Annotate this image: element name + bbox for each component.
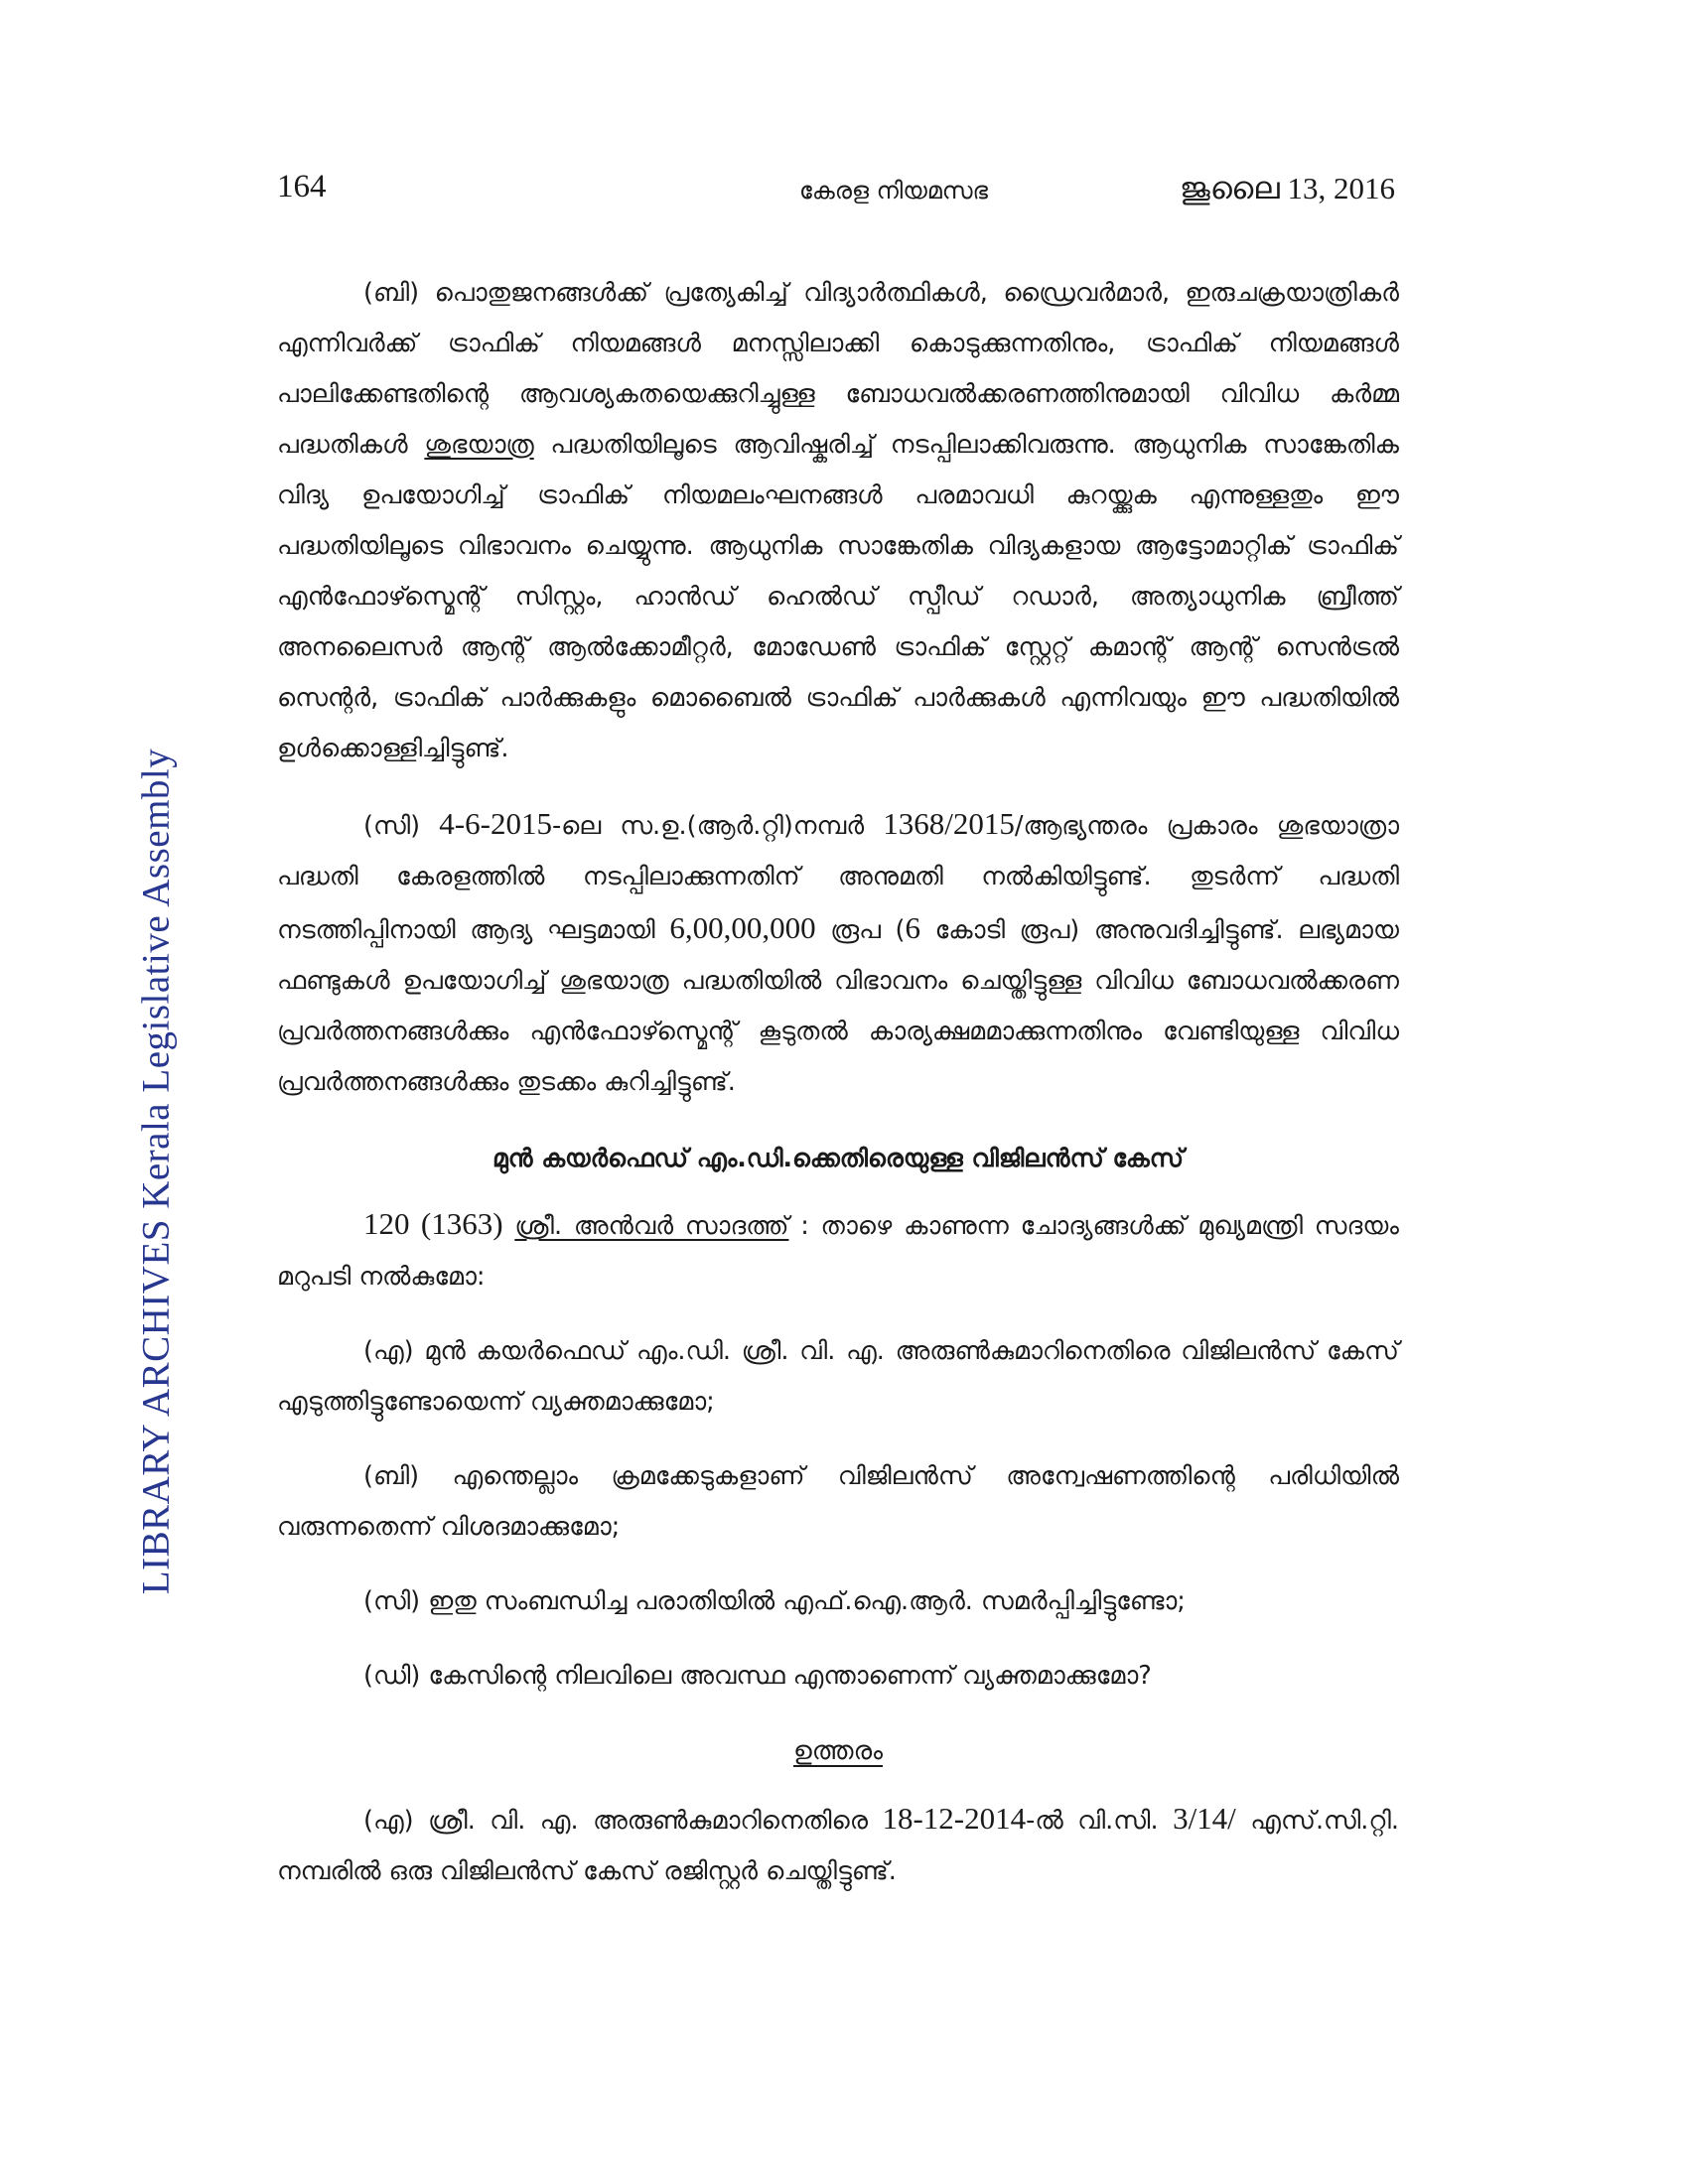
header-date: ജൂലൈ 13, 2016 — [1180, 171, 1395, 205]
page-number: 164 — [277, 169, 327, 205]
paragraph-c-crore: 6 — [905, 910, 920, 945]
question-member: ശ്രീ. അൻവർ സാദത്ത് — [514, 1211, 789, 1241]
paragraph-c-order-number: 1368/2015 — [883, 806, 1015, 841]
section-heading: മുൻ കയർഫെഡ് എം.ഡി.ക്കെതിരെയുള്ള വിജിലൻസ് കേസ് — [492, 1144, 1185, 1172]
header-title: കേരള നിയമസഭ — [798, 177, 989, 205]
paragraph-b — [277, 268, 1399, 774]
answer-a — [277, 1793, 1399, 1897]
answer-heading-text: ഉത്തരം — [793, 1736, 883, 1766]
paragraph-c-text-1: -ലെ സ.ഉ.(ആർ.റ്റി)നമ്പർ — [551, 811, 884, 841]
answer-a-text-1: -ൽ വി.സി. — [1026, 1806, 1174, 1836]
question-item-a: (എ) മുൻ കയർഫെഡ് എം.ഡി. ശ്രീ. വി. എ. അരുൺകുമാറിനെതിരെ വിജിലൻസ് കേസ് എടുത്തിട്ടുണ്ടോയെന്ന് വ്യക്തമാക്കുമോ; — [277, 1336, 1399, 1417]
paragraph-c-date: 4-6-2015 — [439, 806, 552, 841]
paragraph-c-prefix: (സി) — [363, 811, 440, 841]
paragraph-b-underlined: ശുഭയാത്ര — [424, 430, 534, 460]
question-intro-text: : താഴെ കാണുന്ന ചോദ്യങ്ങൾക്ക് മുഖ്യമന്ത്രി സദയം മറുപടി നൽകുമോ: — [277, 1211, 1399, 1292]
question-item-c: (സി) ഇതു സംബന്ധിച്ച പരാതിയിൽ എഫ്.ഐ.ആർ. സമർപ്പിച്ചിട്ടുണ്ടോ; — [363, 1586, 1186, 1616]
paragraph-c-text-3: രൂപ ( — [815, 915, 906, 945]
answer-a-date: 18-12-2014 — [882, 1801, 1027, 1836]
question-item-b: (ബി) എന്തെല്ലാം ക്രമക്കേടുകളാണ് വിജിലൻസ് അന്വേഷണത്തിന്റെ പരിധിയിൽ വരുന്നതെന്ന് വിശദമാക്കുമോ; — [277, 1461, 1399, 1542]
paragraph-c-amount: 6,00,00,000 — [669, 910, 816, 945]
paragraph-b-text-1: (ബി) പൊതുജനങ്ങൾക്ക് പ്രത്യേകിച്ച് വിദ്യാർത്ഥികൾ, ഡ്രൈവർമാർ, ഇരുചക്രയാത്രികർ എന്നിവർക്ക് ട്രാഫിക് നിയമങ്ങൾ മനസ്സിലാക്കി കൊടുക്കുന്നതിനും, ട്രാഫിക് നിയമങ്ങൾ പാലിക്കേണ്ടതിന്റെ ആവശ്യകതയെക്കുറിച്ചുള്ള ബോധവൽക്കരണത്തിനുമായി വിവിധ കർമ്മ പദ്ധതികൾ — [277, 278, 1399, 460]
paragraph-c — [277, 798, 1399, 1108]
document-body — [277, 268, 1399, 1897]
paragraph-c-text-4: കോടി രൂപ) അനുവദിച്ചിട്ടുണ്ട്. ലഭ്യമായ ഫണ്ടുകൾ ഉപയോഗിച്ച് ശുഭയാത്ര പദ്ധതിയിൽ വിഭാവനം ചെയ്തിട്ടുള്ള വിവിധ ബോധവൽക്കരണ പ്രവർത്തനങ്ങൾക്കും എൻഫോഴ്സ്മെന്റ് കൂടുതൽ കാര്യക്ഷമമാക്കുന്നതിനും വേണ്ടിയുള്ള വിവിധ പ്രവർത്തനങ്ങൾക്കും തുടക്കം കുറിച്ചിട്ടുണ്ട്. — [277, 915, 1399, 1097]
question-number: 120 (1363) — [363, 1206, 503, 1241]
answer-a-text-2: എസ്.സി.റ്റി. നമ്പരിൽ ഒരു വിജിലൻസ് കേസ് രജിസ്റ്റർ ചെയ്തിട്ടുണ്ട്. — [277, 1806, 1399, 1886]
paragraph-c-text-2: /ആഭ്യന്തരം പ്രകാരം ശുഭയാത്രാ പദ്ധതി കേരളത്തിൽ നടപ്പിലാക്കുന്നതിന് അനുമതി നൽകിയിട്ടുണ്ട്. തുടർന്ന് പദ്ധതി നടത്തിപ്പിനായി ആദ്യ ഘട്ടമായി — [277, 811, 1399, 945]
answer-heading — [277, 1731, 1399, 1771]
paragraph-b-text-2: പദ്ധതിയിലൂടെ ആവിഷ്കരിച്ച് നടപ്പിലാക്കിവരുന്നു. ആധുനിക സാങ്കേതിക വിദ്യ ഉപയോഗിച്ച് ട്രാഫിക് നിയമലംഘനങ്ങൾ പരമാവധി കുറയ്ക്കുക എന്നുള്ളതും ഈ പദ്ധതിയിലൂടെ വിഭാവനം ചെയ്യുന്നു. ആധുനിക സാങ്കേതിക വിദ്യകളായ ആട്ടോമാറ്റിക് ട്രാഫിക് എൻഫോഴ്സ്മെന്റ് സിസ്റ്റം, ഹാൻഡ് ഹെൽഡ് സ്പീഡ് റഡാർ, അത്യാധുനിക ബ്രീത്ത് അനലൈസർ ആന്റ് ആൽക്കോമീറ്റർ, മോഡേൺ ട്രാഫിക് സ്റ്റേറ്റ് കമാന്റ് ആന്റ് സെൻട്രൽ സെന്റർ, ട്രാഫിക് പാർക്കുകളും മൊബൈൽ ട്രാഫിക് പാർക്കുകൾ എന്നിവയും ഈ പദ്ധതിയിൽ ഉൾക്കൊള്ളിച്ചിട്ടുണ്ട്. — [277, 430, 1399, 763]
archive-watermark: LIBRARY ARCHIVES Kerala Legislative Assembly — [134, 748, 178, 1595]
answer-a-case-number: 3/14/ — [1173, 1801, 1236, 1836]
answer-a-prefix: (എ) ശ്രീ. വി. എ. അരുൺകുമാറിനെതിരെ — [363, 1806, 883, 1836]
question-item-d: (ഡി) കേസിന്റെ നിലവിലെ അവസ്ഥ എന്താണെന്ന് വ്യക്തമാക്കുമോ? — [363, 1661, 1152, 1691]
question-intro — [277, 1198, 1399, 1302]
